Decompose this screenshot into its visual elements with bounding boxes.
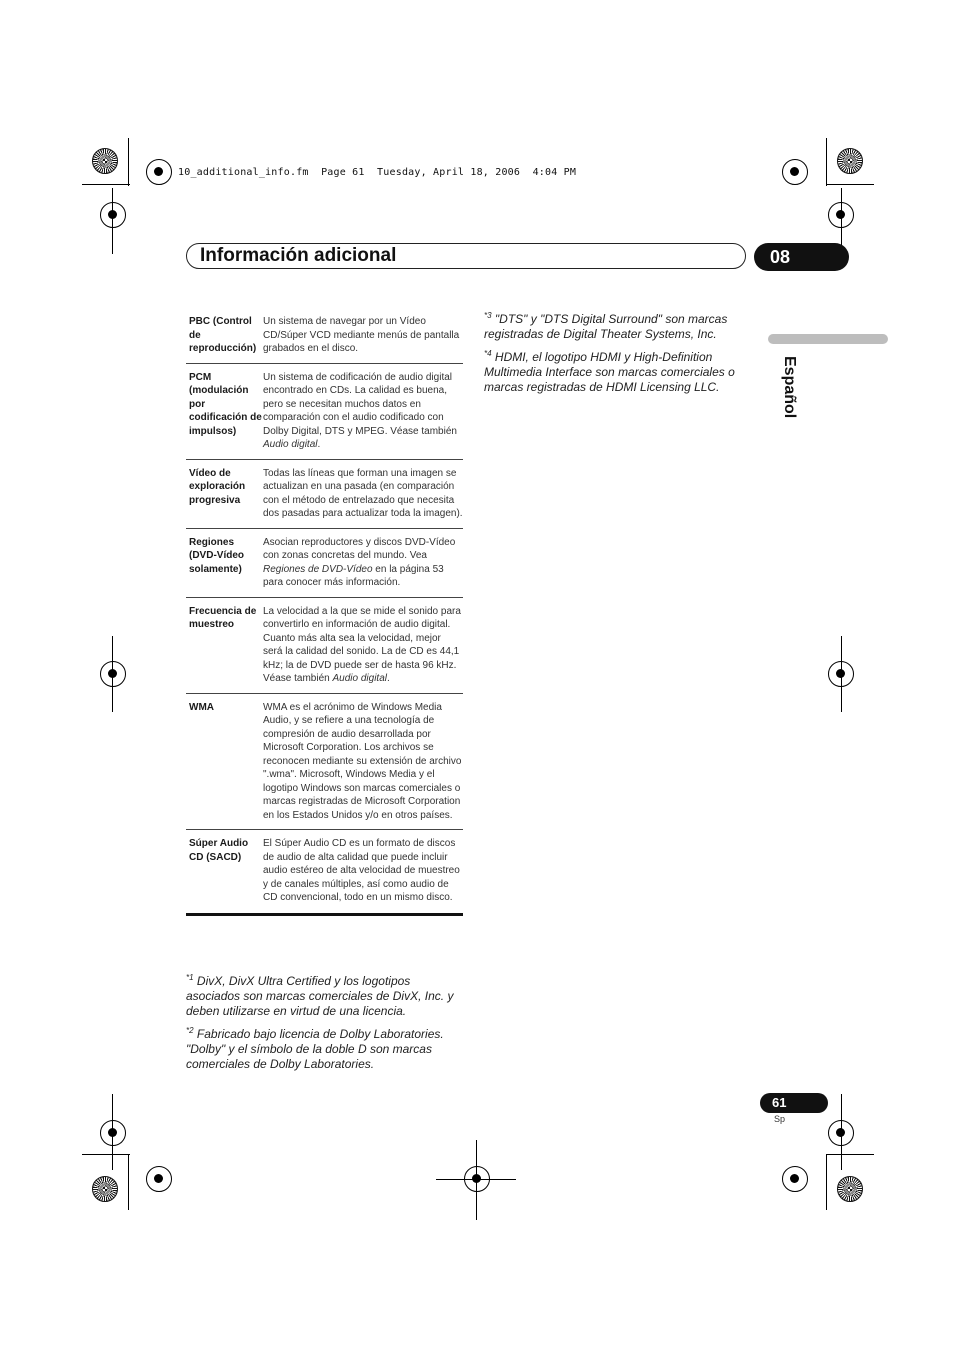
page-lang-code: Sp [774, 1114, 786, 1124]
glossary-term: PCM (modulación por codificación de impulsos) [189, 371, 262, 437]
registration-rosette-icon [92, 148, 118, 174]
crop-line [112, 188, 113, 254]
footnotes-right [484, 308, 764, 399]
crosshair-icon [146, 159, 172, 185]
crop-line [112, 1094, 113, 1170]
page-number: 61 [760, 1093, 828, 1113]
glossary-term: Súper Audio CD (SACD) [189, 838, 249, 863]
glossary-row [186, 460, 463, 529]
crop-line [128, 1154, 129, 1210]
footnote-text: DivX, DivX Ultra Certified y los logotipos asociados son marcas comerciales de DivX, Inc. y deben utilizarse en virtud de una licencia. [186, 974, 454, 1018]
footnote [484, 308, 764, 342]
crop-line [82, 184, 130, 185]
footnote [186, 970, 466, 1019]
crop-line [841, 636, 842, 712]
crop-line [826, 1154, 874, 1155]
glossary-row [186, 529, 463, 598]
crop-line [476, 1140, 477, 1220]
footnote-mark: *4 [484, 349, 492, 358]
glossary-term: WMA [189, 701, 214, 713]
footnote [484, 346, 764, 395]
crop-line [826, 184, 874, 185]
crop-line [112, 636, 113, 712]
registration-rosette-icon [837, 148, 863, 174]
crop-line [826, 1154, 827, 1210]
footnote [186, 1023, 466, 1072]
glossary-row [186, 364, 463, 460]
language-label: Español [781, 356, 798, 419]
crosshair-icon [782, 1166, 808, 1192]
footnote-mark: *2 [186, 1026, 194, 1035]
registration-rosette-icon [92, 1176, 118, 1202]
crosshair-icon [782, 159, 808, 185]
file-header: 10_additional_info.fm Page 61 Tuesday, April 18, 2006 4:04 PM [178, 167, 577, 178]
crop-line [82, 1154, 130, 1155]
glossary-term: Frecuencia de muestreo [189, 605, 257, 630]
glossary-definition: Un sistema de codificación de audio digital encontrado en CDs. La calidad es buena, pero se necesitan muchos datos en comparación con el audio codificado con Dolby Digital, DTS y MPEG. Véase también Audio digital. [263, 371, 457, 450]
glossary-term: Vídeo de exploración progresiva [189, 467, 246, 506]
glossary-row [186, 308, 463, 364]
glossary-table [186, 308, 463, 916]
glossary-term: Regiones (DVD-Vídeo solamente) [189, 536, 244, 575]
glossary-definition: La velocidad a la que se mide el sonido para convertirlo en información de audio digital. Cuanto más alta sea la velocidad, mejor será la calidad del sonido. La de CD es 44,1 kHz; la de DVD puede ser de hasta 96 kHz. Véase también Audio digital. [263, 605, 461, 684]
registration-rosette-icon [837, 1176, 863, 1202]
glossary-row [186, 830, 463, 913]
footnote-text: "DTS" y "DTS Digital Surround" son marcas registradas de Digital Theater Systems, Inc. [484, 312, 728, 341]
footnote-mark: *3 [484, 311, 492, 320]
glossary-definition: El Súper Audio CD es un formato de discos de audio de alta calidad que puede incluir audio estéreo de alta velocidad de muestreo y de canales múltiples, así como audio de CD convencional, todo en un mismo disco. [263, 838, 460, 903]
footnotes-left [186, 970, 466, 1076]
glossary-definition: WMA es el acrónimo de Windows Media Audio, y se refiere a una tecnología de compresión de audio desarrollada por Microsoft Corporation. Los archivos se reconocen mediante su extensión de archivo ".wma". Microsoft, Windows Media y el logotipo Windows son marcas comerciales o marcas registradas de Microsoft Corporation en los Estados Unidos y/o en otros países. [263, 701, 462, 821]
language-tab [768, 334, 888, 344]
chapter-number: 08 [754, 243, 849, 271]
crop-line [128, 138, 129, 186]
crop-line [841, 1094, 842, 1170]
footnote-text: HDMI, el logotipo HDMI y High-Definition Multimedia Interface son marcas comerciales o marcas registradas de HDMI Licensing LLC. [484, 350, 735, 394]
glossary-row [186, 694, 463, 831]
crop-line [826, 138, 827, 186]
footnote-mark: *1 [186, 973, 194, 982]
glossary-term: PBC (Control de reproducción) [189, 316, 257, 354]
glossary-definition: Un sistema de navegar por un Vídeo CD/Súper VCD mediante menús de pantalla grabados en el disco. [263, 316, 460, 354]
crosshair-icon [100, 202, 126, 228]
crosshair-icon [146, 1166, 172, 1192]
crosshair-icon [100, 661, 126, 687]
glossary-row [186, 598, 463, 694]
footnote-text: Fabricado bajo licencia de Dolby Laboratories. "Dolby" y el símbolo de la doble D son marcas comerciales de Dolby Laboratories. [186, 1027, 444, 1071]
glossary-definition: Todas las líneas que forman una imagen se actualizan en una pasada (en comparación con el método de entrelazado que necesita dos pasadas para actualizar toda la imagen). [263, 467, 463, 519]
glossary-definition: Asocian reproductores y discos DVD-Vídeo con zonas concretas del mundo. Vea Regiones de DVD-Vídeo en la página 53 para conocer más información. [263, 536, 456, 588]
chapter-title: Información adicional [200, 245, 397, 266]
crosshair-icon [100, 1120, 126, 1146]
